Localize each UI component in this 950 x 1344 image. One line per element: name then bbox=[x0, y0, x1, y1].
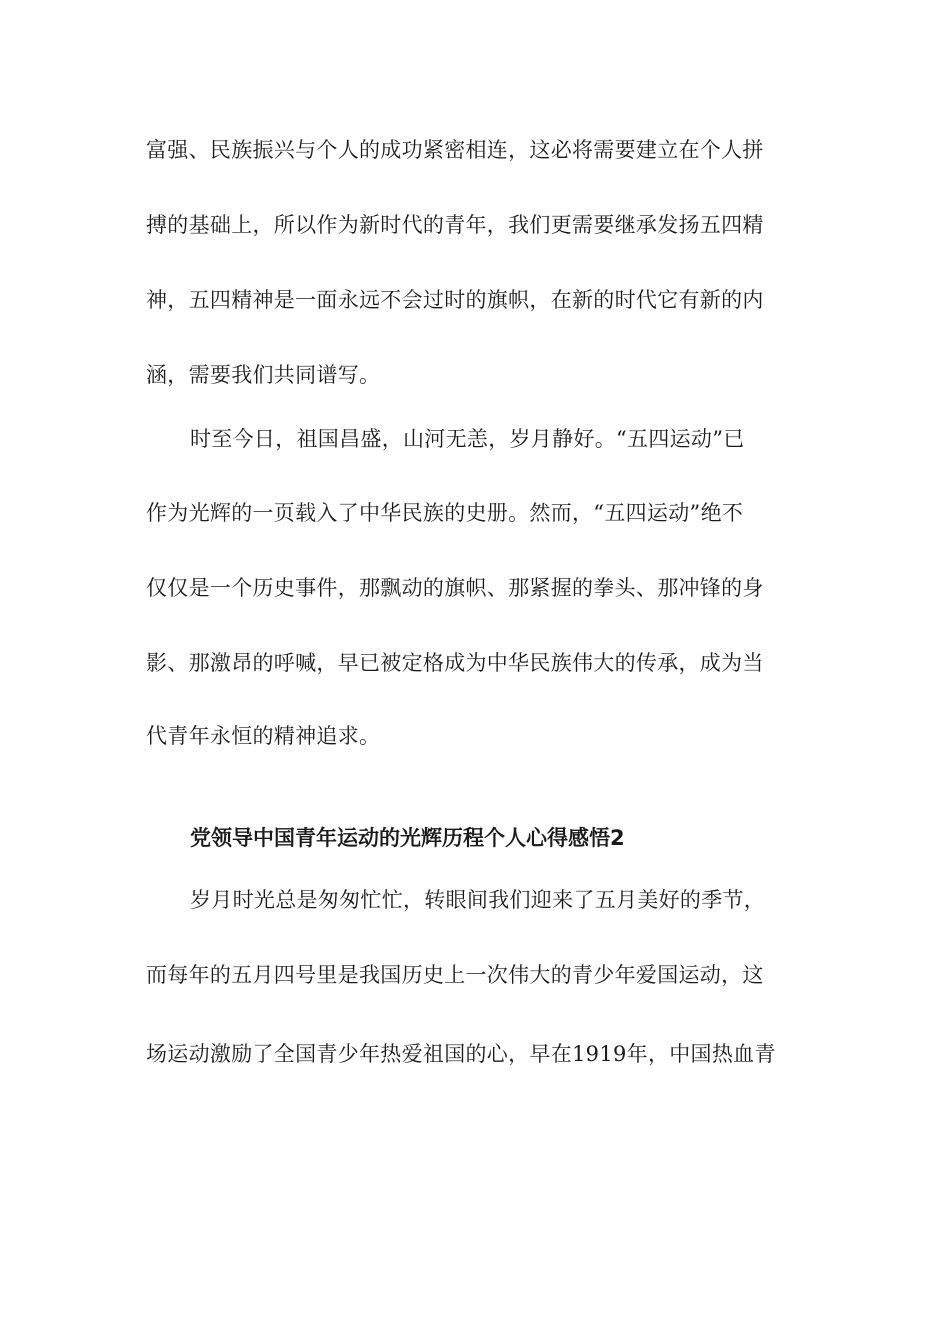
paragraph-2-line-4: 影、那激昂的呼喊，早已被定格成为中华民族伟大的传承，成为当 bbox=[146, 651, 764, 675]
paragraph-2-line-2: 作为光辉的一页载入了中华民族的史册。然而，“五四运动”绝不 bbox=[146, 501, 744, 525]
paragraph-3-line-1: 岁月时光总是匆匆忙忙，转眼间我们迎来了五月美好的季节， bbox=[190, 888, 766, 912]
paragraph-2-line-1: 时至今日，祖国昌盛，山河无恙，岁月静好。“五四运动”已 bbox=[190, 427, 745, 451]
paragraph-1-line-3: 神，五四精神是一面永远不会过时的旗帜，在新的时代它有新的内 bbox=[146, 288, 764, 312]
section-heading: 党领导中国青年运动的光辉历程个人心得感悟2 bbox=[190, 826, 625, 850]
paragraph-3-line-3: 场运动激励了全国青少年热爱祖国的心，早在1919年，中国热血青 bbox=[146, 1042, 776, 1066]
paragraph-2-line-5: 代青年永恒的精神追求。 bbox=[146, 724, 381, 748]
paragraph-3-line-2: 而每年的五月四号里是我国历史上一次伟大的青少年爱国运动，这 bbox=[146, 963, 764, 987]
paragraph-1-line-2: 搏的基础上，所以作为新时代的青年，我们更需要继承发扬五四精 bbox=[146, 213, 764, 237]
paragraph-2-line-3: 仅仅是一个历史事件，那飘动的旗帜、那紧握的拳头、那冲锋的身 bbox=[146, 576, 764, 600]
paragraph-1-line-1: 富强、民族振兴与个人的成功紧密相连，这必将需要建立在个人拼 bbox=[146, 138, 764, 162]
paragraph-1-line-4: 涵，需要我们共同谱写。 bbox=[146, 363, 381, 387]
